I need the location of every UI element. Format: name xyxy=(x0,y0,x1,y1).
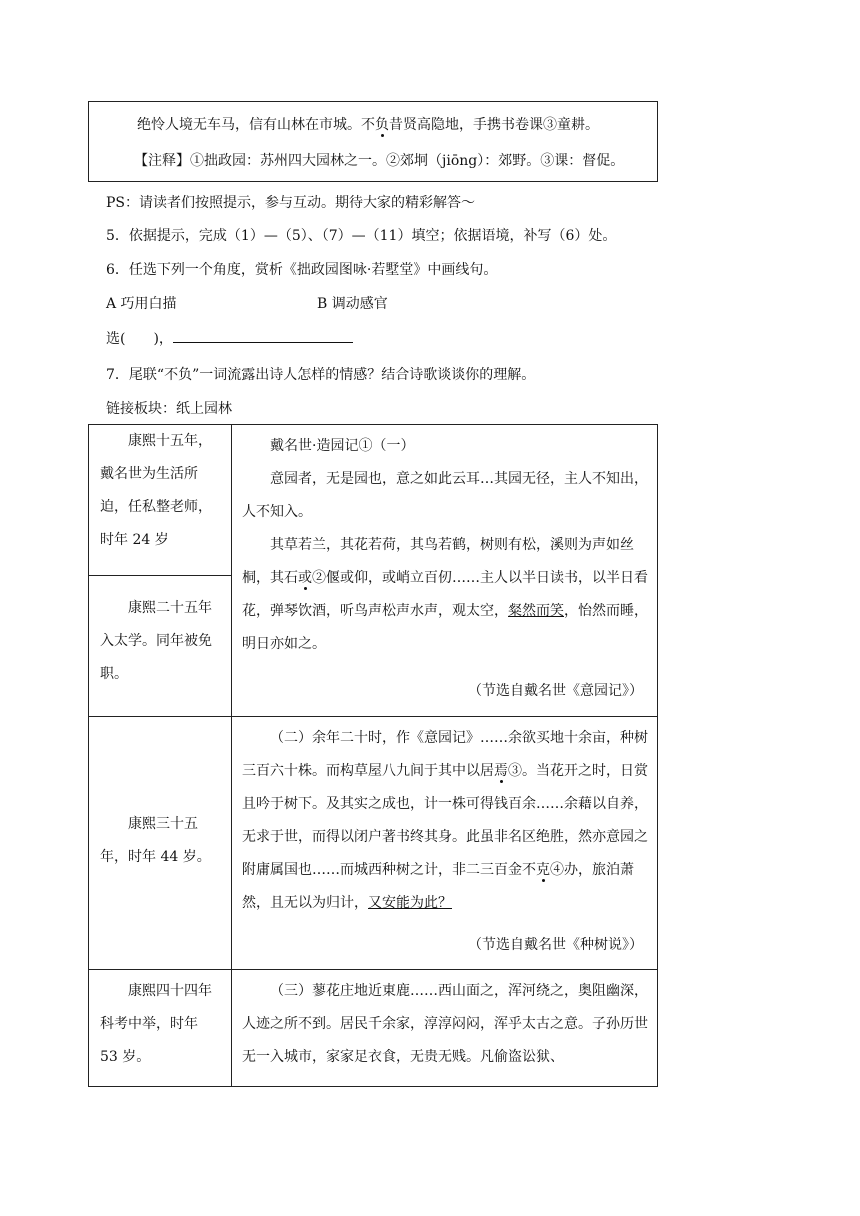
question-7: 7．尾联“不负”一词流露出诗人怎样的情感？结合诗歌谈谈你的理解。 xyxy=(106,367,536,383)
section-title: 戴名世·造园记①（一） xyxy=(270,438,415,454)
answer-line: 选( )， xyxy=(106,329,353,349)
link-section-title: 链接板块：纸上园林 xyxy=(106,401,232,417)
table-cell xyxy=(89,970,232,1087)
table-cell xyxy=(232,970,658,1087)
underlined-phrase: 又安能为此？ xyxy=(368,895,452,911)
question-6: 6．任选下列一个角度，赏析《拙政园图咏·若墅堂》中画线句。 xyxy=(106,262,498,278)
table-cell xyxy=(232,425,658,717)
garden-table xyxy=(88,424,658,1087)
emphasis-dot: 克 xyxy=(536,862,550,878)
paragraph: 意园者，无是园也，意之如此云耳…其园无径，主人不知出，人不知入。 xyxy=(242,471,648,520)
table-cell xyxy=(232,717,658,970)
table-cell xyxy=(89,576,232,717)
emphasis-dot: 或 xyxy=(298,570,312,586)
paragraph: （三）蓼花庄地近東鹿……西山面之，浑河绕之，奥阻幽深，人迹之所不到。居民千余家，淳淳闷闷，浑乎太古之意。子孙历世无一入城市，家家足衣食，无贵无贱。凡偷盗讼狱、 xyxy=(242,983,648,1065)
poem-line: 绝怜人境无车马，信有山林在市城。不负昔贤高隐地，手携书卷课③童耕。 xyxy=(137,117,599,133)
paragraph: 其草若兰，其花若荷，其鸟若鹤，树则有松，溪则为声如丝桐，其石或②偃或仰，或峭立百仞……主人以半日读书，以半日看花，弹琴饮酒，听鸟声松声水声，观太空，粲然而笑，怡然而睡，明日亦如之。 xyxy=(242,537,648,652)
cell-text: 康熙三十五年，时年 44 岁。 xyxy=(100,816,211,865)
table-cell xyxy=(89,717,232,970)
emphasis-dot: 负 xyxy=(375,117,389,133)
cell-text: 康熙十五年，戴名世为生活所迫，任私整老师，时年 24 岁 xyxy=(100,433,212,548)
paragraph: （二）余年二十时，作《意园记》……余欲买地十余亩，种树三百六十株。而构草屋八九间于其中以居焉③。当花开之时，日赏且吟于树下。及其实之成也，计一株可得钱百余……余藉以自养，无求于世，而得以闭户著书终其身。此虽非名区绝胜，然亦意园之附庸属国也……而城西种树之计，非二三百金不克④办，旅泊萧然，且无以为归计，又安能为此？ xyxy=(242,730,648,911)
ps-text: PS：请读者们按照提示，参与互动。期待大家的精彩解答～ xyxy=(106,195,476,211)
source-note: （节选自戴名世《种树说》） xyxy=(468,937,643,953)
source-note: （节选自戴名世《意园记》） xyxy=(468,683,643,699)
poem-box xyxy=(88,101,658,182)
poem-note: 【注释】①拙政园：苏州四大园林之一。②郊坰（jiōng）：郊野。③课：督促。 xyxy=(134,153,625,169)
emphasis-dot: 焉 xyxy=(494,763,508,779)
cell-text: 康熙四十四年科考中举，时年 53 岁。 xyxy=(100,983,212,1065)
option-b: B 调动感官 xyxy=(317,296,388,312)
underlined-phrase: 粲然而笑 xyxy=(508,603,564,619)
answer-blank[interactable] xyxy=(173,330,353,343)
table-cell xyxy=(89,425,232,576)
question-5: 5．依据提示，完成（1）—（5）、（7）—（11）填空；依据语境，补写（6）处。 xyxy=(106,228,617,244)
cell-text: 康熙二十五年入太学。同年被免职。 xyxy=(100,600,212,682)
option-a: A 巧用白描 xyxy=(106,296,177,312)
